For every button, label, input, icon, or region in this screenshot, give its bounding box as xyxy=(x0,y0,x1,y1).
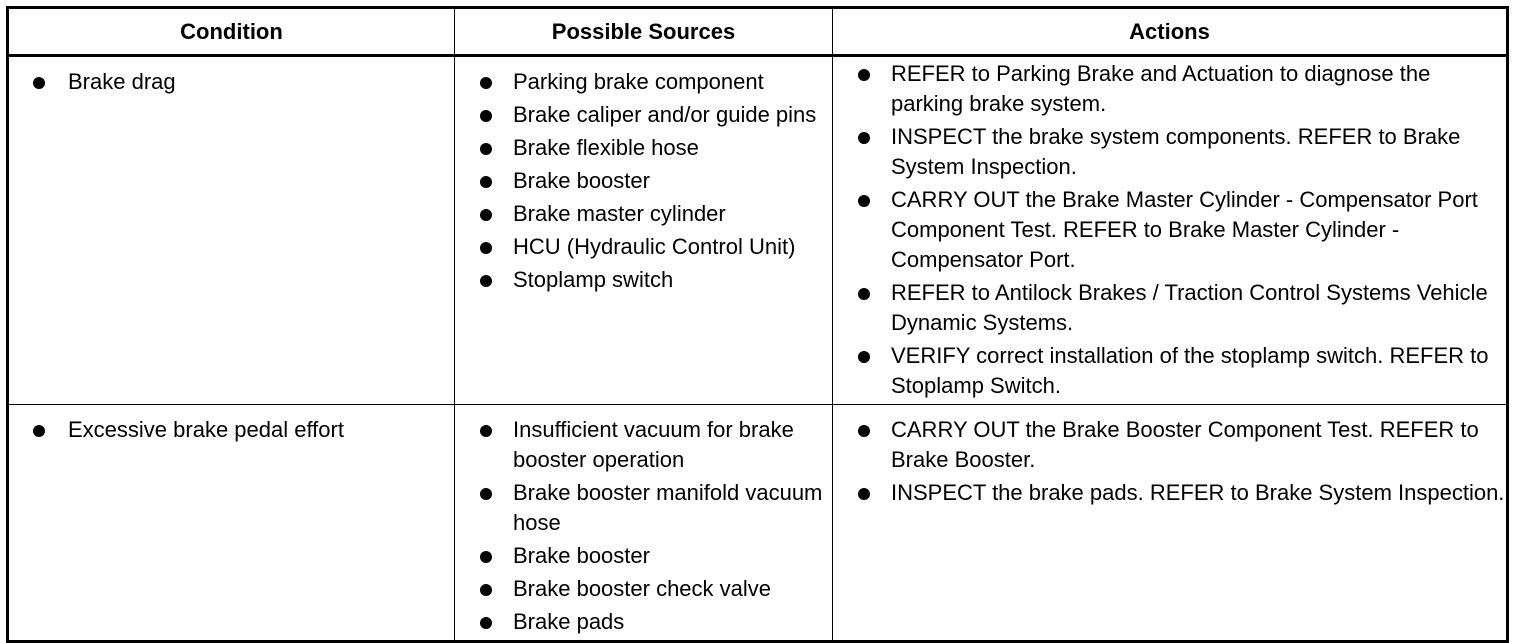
list-item xyxy=(858,59,1506,119)
action-text: INSPECT the brake pads. REFER to Brake System Inspection. xyxy=(891,480,1505,505)
table-row xyxy=(8,405,1508,642)
condition-cell xyxy=(8,56,455,405)
bullet-icon xyxy=(858,488,870,500)
diagnosis-table xyxy=(6,6,1509,643)
list-item xyxy=(480,478,832,538)
list-item xyxy=(480,166,832,196)
bullet-icon xyxy=(858,69,870,81)
bullet-icon xyxy=(480,617,492,629)
action-text: REFER to Antilock Brakes / Traction Control Systems Vehicle Dynamic Systems. xyxy=(891,280,1488,335)
bullet-icon xyxy=(480,242,492,254)
action-text: REFER to Parking Brake and Actuation to diagnose the parking brake system. xyxy=(891,61,1431,116)
list-item xyxy=(480,100,832,130)
list-item xyxy=(858,415,1506,475)
bullet-icon xyxy=(858,195,870,207)
list-item xyxy=(480,199,832,229)
list-item xyxy=(480,607,832,637)
source-text: HCU (Hydraulic Control Unit) xyxy=(513,234,796,259)
list-item xyxy=(480,67,832,97)
bullet-icon xyxy=(480,275,492,287)
bullet-icon xyxy=(480,488,492,500)
list-item xyxy=(480,541,832,571)
source-text: Parking brake component xyxy=(513,69,764,94)
bullet-icon xyxy=(858,425,870,437)
header-row xyxy=(8,8,1508,56)
condition-cell xyxy=(8,405,455,642)
list-item xyxy=(33,67,454,97)
header-actions: Actions xyxy=(833,8,1508,56)
source-text: Brake pads xyxy=(513,609,625,634)
bullet-icon xyxy=(33,77,45,89)
bullet-icon xyxy=(33,425,45,437)
source-text: Brake booster xyxy=(513,543,650,568)
source-text: Brake booster xyxy=(513,168,650,193)
list-item xyxy=(858,478,1506,508)
list-item xyxy=(480,232,832,262)
actions-cell xyxy=(833,405,1508,642)
list-item xyxy=(480,265,832,295)
action-text: CARRY OUT the Brake Master Cylinder - Compensator Port Component Test. REFER to Brake Master Cylinder - Compensator Port. xyxy=(891,187,1478,272)
list-item xyxy=(480,574,832,604)
sources-cell xyxy=(455,405,833,642)
bullet-icon xyxy=(480,551,492,563)
bullet-icon xyxy=(480,77,492,89)
table-row xyxy=(8,56,1508,405)
list-item xyxy=(858,122,1506,182)
actions-cell xyxy=(833,56,1508,405)
bullet-icon xyxy=(858,132,870,144)
bullet-icon xyxy=(480,143,492,155)
bullet-icon xyxy=(480,176,492,188)
header-possible-sources: Possible Sources xyxy=(455,8,833,56)
action-text: CARRY OUT the Brake Booster Component Test. REFER to Brake Booster. xyxy=(891,417,1479,472)
source-text: Brake master cylinder xyxy=(513,201,726,226)
bullet-icon xyxy=(480,209,492,221)
condition-list xyxy=(9,405,454,445)
list-item xyxy=(858,185,1506,275)
bullet-icon xyxy=(480,425,492,437)
action-text: INSPECT the brake system components. REFER to Brake System Inspection. xyxy=(891,124,1461,179)
source-text: Brake flexible hose xyxy=(513,135,699,160)
list-item xyxy=(858,341,1506,401)
condition-text: Excessive brake pedal effort xyxy=(68,417,344,442)
list-item xyxy=(858,278,1506,338)
source-text: Insufficient vacuum for brake booster operation xyxy=(513,417,794,472)
actions-list xyxy=(833,405,1506,508)
source-text: Brake booster check valve xyxy=(513,576,772,601)
bullet-icon xyxy=(480,584,492,596)
bullet-icon xyxy=(480,110,492,122)
list-item xyxy=(33,415,454,445)
action-text: VERIFY correct installation of the stoplamp switch. REFER to Stoplamp Switch. xyxy=(891,343,1489,398)
bullet-icon xyxy=(858,288,870,300)
list-item xyxy=(480,415,832,475)
actions-list xyxy=(833,57,1506,401)
condition-list xyxy=(9,57,454,97)
sources-list xyxy=(455,57,832,295)
condition-text: Brake drag xyxy=(68,69,176,94)
sources-list xyxy=(455,405,832,637)
sources-cell xyxy=(455,56,833,405)
source-text: Brake caliper and/or guide pins xyxy=(513,102,817,127)
source-text: Brake booster manifold vacuum hose xyxy=(513,480,823,535)
source-text: Stoplamp switch xyxy=(513,267,674,292)
bullet-icon xyxy=(858,351,870,363)
list-item xyxy=(480,133,832,163)
header-condition: Condition xyxy=(8,8,455,56)
